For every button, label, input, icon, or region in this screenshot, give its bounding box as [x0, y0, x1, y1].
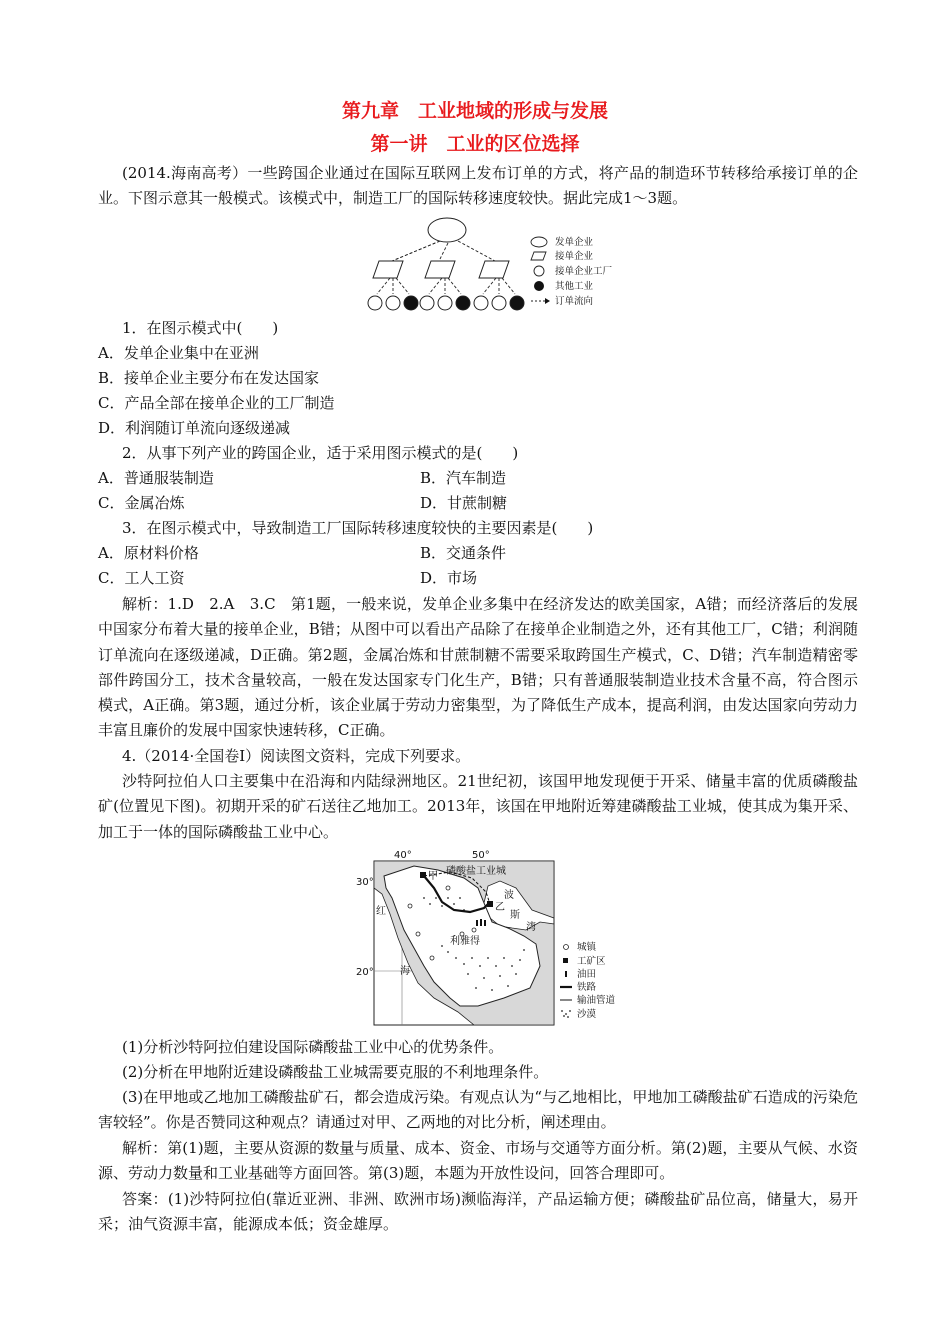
q2-options-cd	[98, 491, 858, 516]
label-jia: 甲	[428, 871, 438, 882]
q4-item-1: (1)分析沙特阿拉伯建设国际磷酸盐工业中心的优势条件。	[122, 1038, 504, 1056]
label-riyadh: 利雅得	[450, 936, 480, 947]
q1-option-a: A．发单企业集中在亚洲	[98, 344, 259, 362]
q3-option-d: D．市场	[420, 569, 478, 587]
q2-stem: 2．从事下列产业的跨国企业，适于采用图示模式的是( )	[122, 444, 519, 462]
label-lon-40: 40°	[394, 850, 412, 861]
q1-option-d: D．利润随订单流向逐级递减	[98, 419, 291, 437]
label-yi: 乙	[495, 902, 505, 913]
saudi-arabia-map	[354, 848, 616, 1028]
analysis-q1-3: 解析：1.D 2.A 3.C 第1题，一般来说，发单企业多集中在经济发达的欧美国家，A错；而经济落后的发展中国家分布着大量的接单企业，B错；从图中可以看出产品除了在接单企业制造之外，还有其他工厂，C错；利润随订单流向在逐级递减，D正确。第2题，金属冶炼和甘蔗制糖不需要采取跨国生产模式，C、D错；汽车制造精密零部件跨国分工，技术含量较高，一般在发达国家专门化生产，B错；只有普通服装制造业技术含量不高，符合图示模式，A正确。第3题，通过分析，该企业属于劳动力密集型，为了降低生产成本，提高利润，由发达国家向劳动力丰富且廉价的发展中国家快速转移，C正确。	[98, 595, 858, 740]
legend-desert: 沙漠	[577, 1009, 597, 1020]
legend-order-flow: 订单流向	[555, 296, 594, 307]
order-mode-diagram	[355, 215, 630, 315]
question-intro: (2014.海南高考）一些跨国企业通过在国际互联网上发布订单的方式，将产品的制造环节转移给承接订单的企业。下图示意其一般模式。该模式中，制造工厂的国际转移速度较快。据此完成1～3题。	[98, 164, 858, 208]
q1-option-b: B．接单企业主要分布在发达国家	[98, 369, 320, 387]
label-phosphate-city: 磷酸盐工业城	[446, 866, 506, 877]
q1-option-c: C．产品全部在接单企业的工厂制造	[98, 394, 335, 412]
order-issuing-company	[428, 218, 466, 242]
label-lat-20: 20°	[356, 967, 374, 978]
mining-site-jia	[420, 872, 426, 878]
label-red: 红	[376, 906, 386, 917]
legend-town: 城镇	[577, 942, 597, 953]
legend-other-industry: 其他工业	[555, 281, 594, 292]
q3-options-cd	[98, 566, 858, 591]
q4-material: 沙特阿拉伯人口主要集中在沿海和内陆绿洲地区。21世纪初，该国甲地发现便于开采、储量丰富的优质磷酸盐矿(位置见下图)。初期开采的矿石送往乙地加工。2013年，该国在甲地附近筹建磷酸盐工业城，使其成为集开采、加工于一体的国际磷酸盐工业中心。	[98, 772, 858, 841]
q2-option-b: B．汽车制造	[420, 469, 507, 487]
label-wan: 湾	[526, 922, 536, 933]
diagram-legend	[531, 236, 613, 307]
q3-option-b: B．交通条件	[420, 544, 507, 562]
answer-q4: 答案：(1)沙特阿拉伯(靠近亚洲、非洲、欧洲市场)濒临海洋，产品运输方便；磷酸盐矿品位高，储量大，易开采；油气资源丰富，能源成本低；资金雄厚。	[98, 1190, 858, 1234]
legend-issuing: 发单企业	[555, 237, 594, 248]
mining-site-yi	[487, 901, 493, 907]
legend-railway: 铁路	[577, 982, 597, 993]
legend-mine: 工矿区	[577, 956, 606, 967]
lecture-title: 第一讲 工业的区位选择	[370, 133, 580, 155]
q3-option-c: C．工人工资	[98, 569, 185, 587]
label-sea: 海	[400, 966, 410, 977]
q2-option-d: D．甘蔗制糖	[420, 494, 508, 512]
q1-stem: 1．在图示模式中( )	[122, 319, 279, 337]
legend-receiving: 接单企业	[555, 251, 594, 262]
factories	[368, 296, 524, 310]
map-legend	[560, 941, 616, 1020]
q2-option-a: A．普通服装制造	[98, 469, 214, 487]
q4-item-3: (3)在甲地或乙地加工磷酸盐矿石，都会造成污染。有观点认为“与乙地相比，甲地加工磷酸盐矿石造成的污染危害较轻”。你是否赞同这种观点？请通过对甲、乙两地的对比分析，阐述理由。	[98, 1088, 858, 1132]
label-si: 斯	[510, 910, 520, 921]
oil-fields	[476, 919, 486, 926]
q4-heading: 4.（2014·全国卷Ⅰ）阅读图文资料，完成下列要求。	[122, 747, 471, 765]
q3-options-ab	[98, 541, 858, 566]
q2-options-ab	[98, 466, 858, 491]
order-receiving-companies	[373, 261, 509, 278]
chapter-title: 第九章 工业地域的形成与发展	[341, 100, 608, 122]
analysis-q4: 解析：第(1)题，主要从资源的数量与质量、成本、资金、市场与交通等方面分析。第(2)题，主要从气候、水资源、劳动力数量和工业基础等方面回答。第(3)题，本题为开放性设问，回答合理即可。	[98, 1139, 858, 1183]
q3-option-a: A．原材料价格	[98, 544, 199, 562]
q4-item-2: (2)分析在甲地附近建设磷酸盐工业城需要克服的不利地理条件。	[122, 1063, 549, 1081]
legend-oilfield: 油田	[577, 969, 597, 980]
legend-pipeline: 输油管道	[577, 995, 616, 1006]
q3-stem: 3．在图示模式中，导致制造工厂国际转移速度较快的主要因素是( )	[122, 519, 594, 537]
label-lat-30: 30°	[356, 877, 374, 888]
label-lon-50: 50°	[472, 850, 490, 861]
label-bo: 波	[504, 890, 514, 901]
legend-receiving-factory: 接单企业工厂	[555, 266, 613, 277]
q2-option-c: C．金属冶炼	[98, 494, 185, 512]
